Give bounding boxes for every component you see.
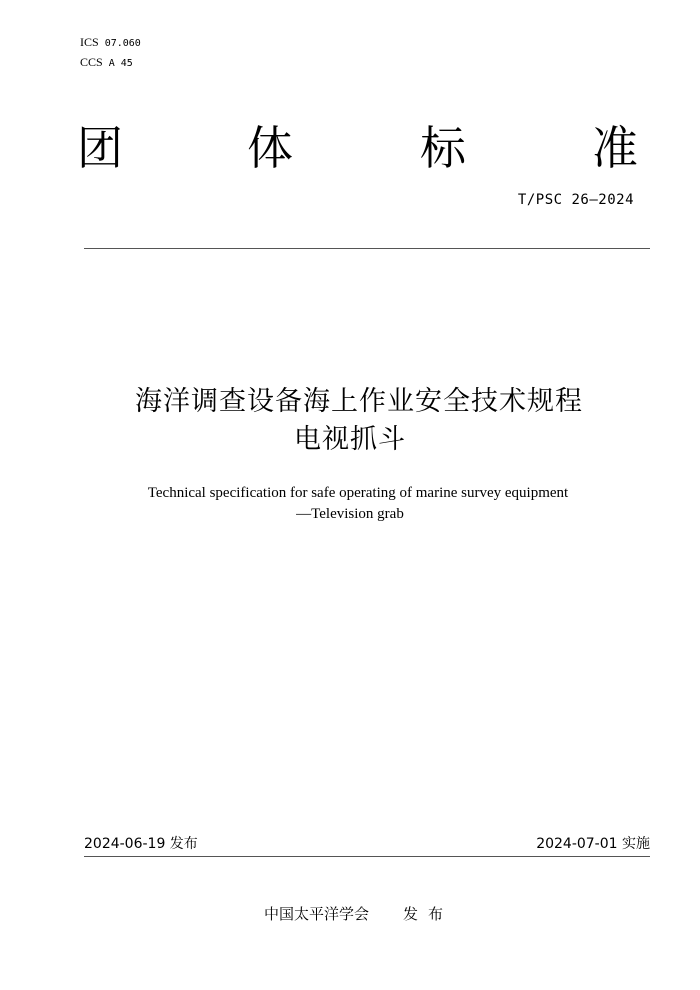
publisher-action: 发布: [403, 905, 454, 923]
standard-type-char-2: 体: [247, 121, 293, 175]
issue-date: 2024-06-19 发布: [84, 836, 198, 852]
standard-type-char-1: 团: [77, 121, 123, 175]
classification-codes: [80, 33, 141, 73]
implementation-date: 2024-07-01 实施: [536, 836, 650, 852]
footer-divider: [84, 856, 650, 857]
ccs-label: CCS: [80, 55, 103, 69]
header-divider: [84, 248, 650, 249]
publisher-name: 中国太平洋学会: [264, 905, 370, 923]
publisher: [264, 904, 453, 924]
ics-code: [80, 33, 141, 53]
standard-number: T/PSC 26—2024: [517, 192, 634, 208]
ccs-code: [80, 53, 141, 73]
ccs-value: A 45: [108, 58, 133, 69]
standard-type-char-3: 标: [420, 121, 466, 175]
standard-type-char-4: 准: [592, 121, 638, 175]
standard-type-heading: [0, 120, 700, 180]
ics-label: ICS: [80, 35, 99, 49]
chinese-title-line-1: 海洋调查设备海上作业安全技术规程: [135, 386, 583, 417]
english-title-line-1: Technical specification for safe operating of marine survey equipment: [147, 485, 569, 501]
chinese-title-line-2: 电视抓斗: [294, 424, 406, 455]
ics-value: 07.060: [104, 38, 141, 49]
english-title-line-2: —Television grab: [296, 506, 404, 522]
